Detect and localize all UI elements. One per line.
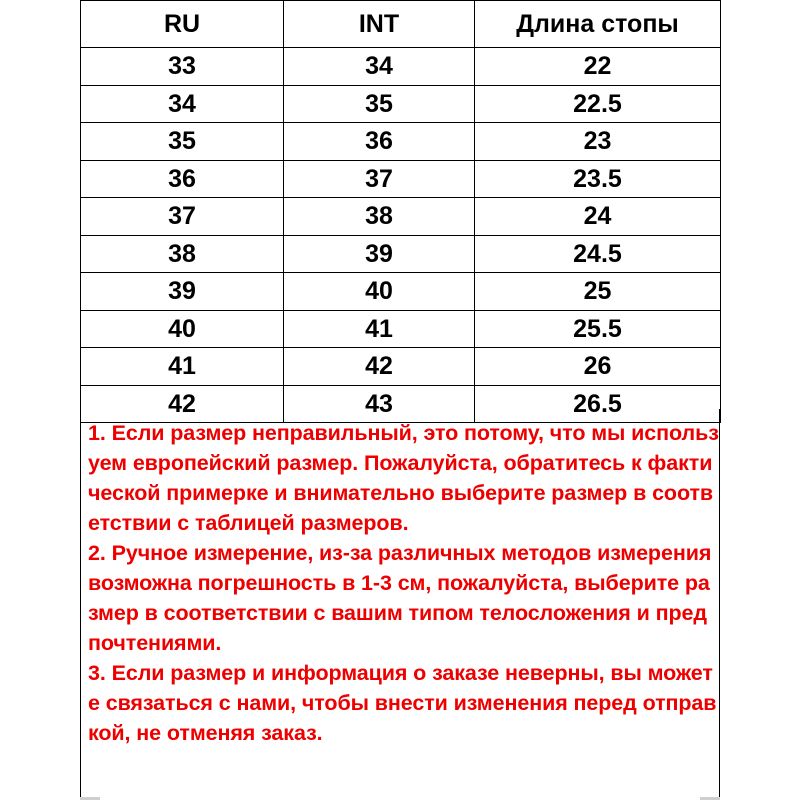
- cell-foot-length: 23.5: [475, 160, 721, 198]
- cell-foot-length: 25.5: [475, 310, 721, 348]
- cell-int: 42: [284, 348, 475, 386]
- header-ru: RU: [81, 1, 284, 48]
- cell-int: 43: [284, 385, 475, 423]
- note-2: 2. Ручное измерение, из-за различных методов измерения возможна погрешность в 1-3 см, пожалуйста, выберите размер в соответствии с вашим типом телосложения и предпочтениями.: [88, 541, 712, 655]
- table-row: [81, 123, 721, 161]
- cell-ru: 34: [81, 85, 284, 123]
- header-foot-length: Длина стопы: [475, 1, 721, 48]
- cell-foot-length: 24.5: [475, 235, 721, 273]
- cell-foot-length: 22: [475, 48, 721, 86]
- table-row: [81, 310, 721, 348]
- cell-ru: 35: [81, 123, 284, 161]
- table-row: [81, 235, 721, 273]
- cell-ru: 40: [81, 310, 284, 348]
- cell-foot-length: 26.5: [475, 385, 721, 423]
- cell-int: 36: [284, 123, 475, 161]
- note-3: 3. Если размер и информация о заказе неверны, вы можете связаться с нами, чтобы внести изменения перед отправкой, не отменяя заказ.: [88, 661, 717, 745]
- cell-ru: 42: [81, 385, 284, 423]
- table-row: [81, 85, 721, 123]
- cell-foot-length: 23: [475, 123, 721, 161]
- table-header-row: [81, 1, 721, 48]
- size-table: [80, 0, 721, 423]
- cell-ru: 41: [81, 348, 284, 386]
- cell-ru: 36: [81, 160, 284, 198]
- cell-foot-length: 26: [475, 348, 721, 386]
- header-int: INT: [284, 1, 475, 48]
- cell-int: 38: [284, 198, 475, 236]
- cell-ru: 37: [81, 198, 284, 236]
- note-1: 1. Если размер неправильный, это потому, что мы используем европейский размер. Пожалуйста, обратитесь к фактической примерке и внимательно выберите размер в соответствии с таблицей размеров.: [88, 421, 719, 535]
- cell-foot-length: 25: [475, 273, 721, 311]
- cell-ru: 33: [81, 48, 284, 86]
- table-row: [81, 273, 721, 311]
- cell-int: 41: [284, 310, 475, 348]
- table-row: [81, 160, 721, 198]
- cell-ru: 38: [81, 235, 284, 273]
- table-row: [81, 198, 721, 236]
- table-row: [81, 48, 721, 86]
- table-row: [81, 348, 721, 386]
- cell-int: 35: [284, 85, 475, 123]
- cell-int: 34: [284, 48, 475, 86]
- cell-int: 37: [284, 160, 475, 198]
- notes-box: [80, 409, 720, 800]
- cell-foot-length: 24: [475, 198, 721, 236]
- cell-ru: 39: [81, 273, 284, 311]
- cell-int: 40: [284, 273, 475, 311]
- cell-foot-length: 22.5: [475, 85, 721, 123]
- cell-int: 39: [284, 235, 475, 273]
